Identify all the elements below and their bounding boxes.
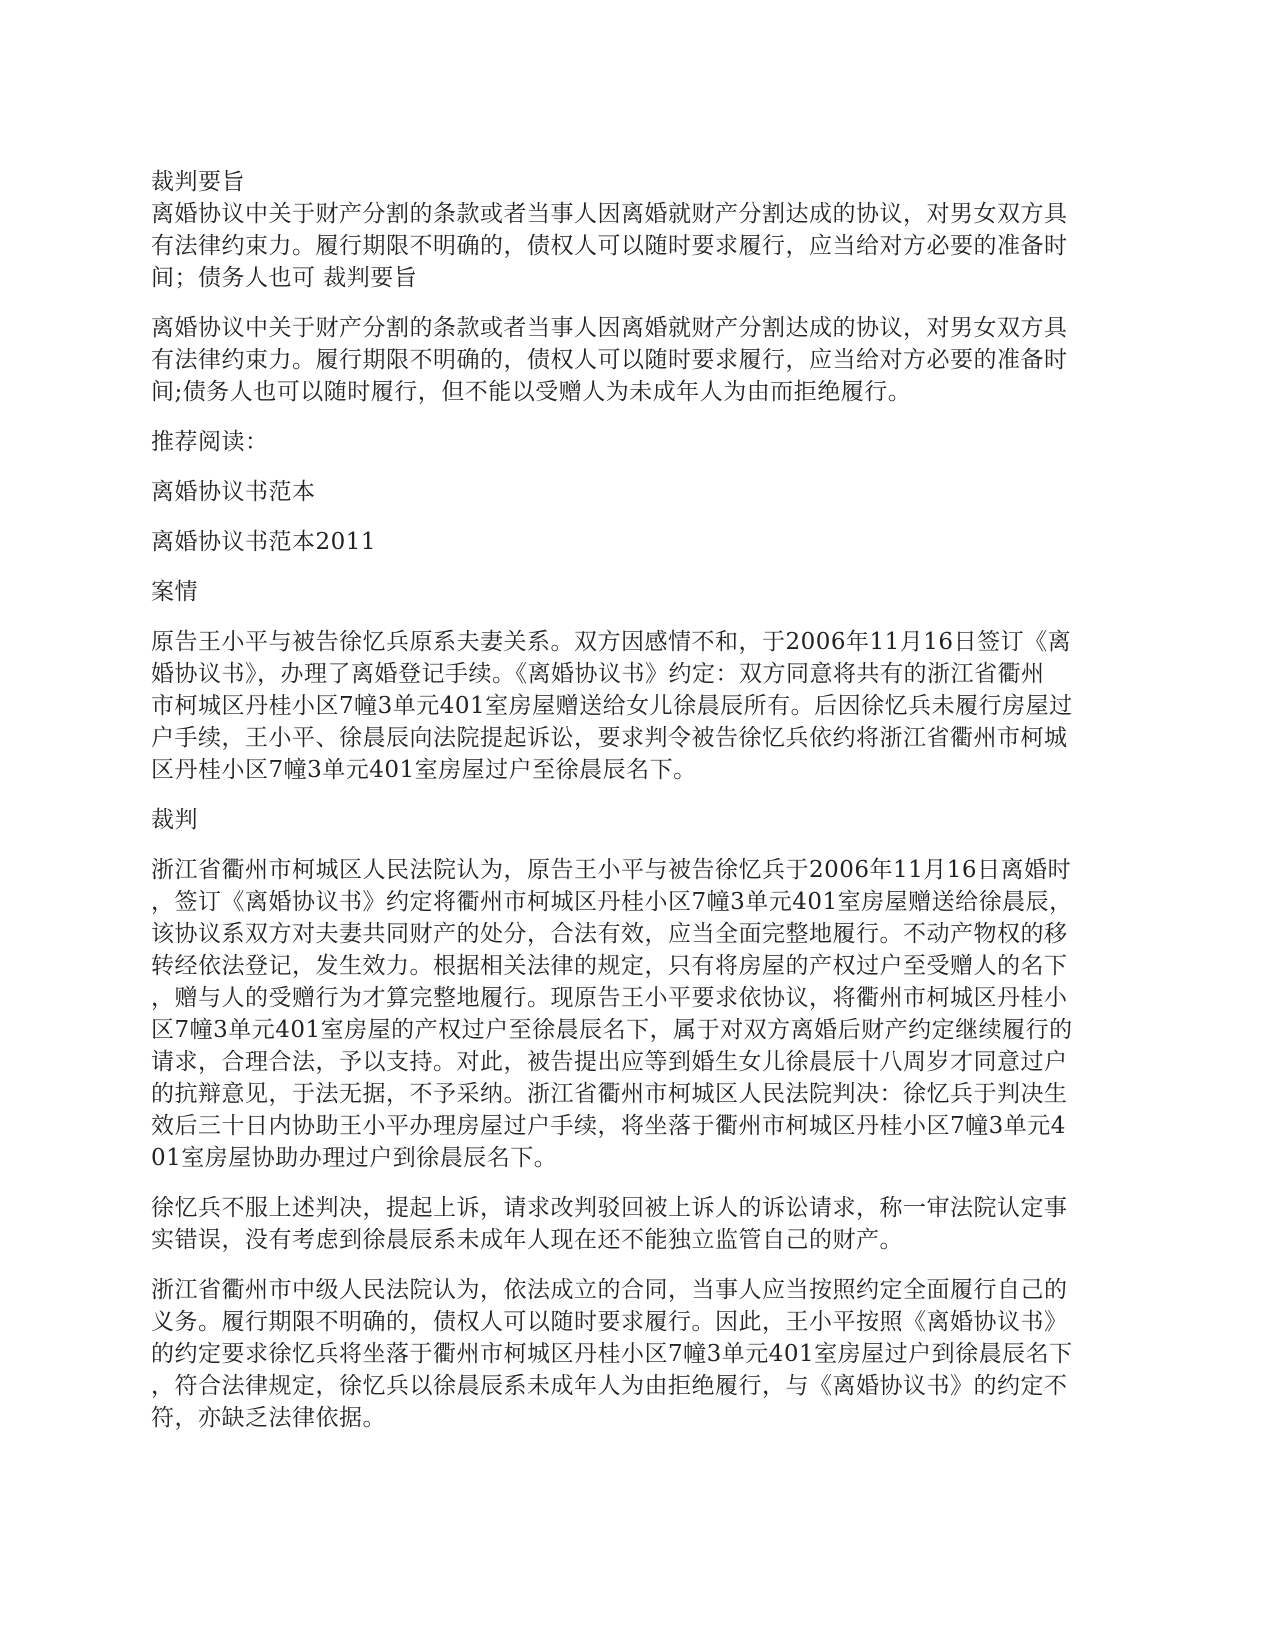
- judgment-paragraph-3: [151, 1274, 1126, 1434]
- text-line: 转经依法登记，发生效力。根据相关法律的规定，只有将房屋的产权过户至受赠人的名下: [151, 953, 1068, 979]
- summary-excerpt: [151, 198, 1126, 294]
- text-line: 区7幢3单元401室房屋的产权过户至徐晨辰名下，属于对双方离婚后财产约定继续履行的: [151, 1017, 1073, 1043]
- text-line: 户手续，王小平、徐晨辰向法院提起诉讼，要求判令被告徐忆兵依约将浙江省衢州市柯城: [151, 725, 1068, 751]
- text-line: 01室房屋协助办理过户到徐晨辰名下。: [151, 1145, 558, 1171]
- text-line: 间;债务人也可以随时履行，但不能以受赠人为未成年人为由而拒绝履行。: [151, 379, 912, 405]
- text-line: 有法律约束力。履行期限不明确的，债权人可以随时要求履行，应当给对方必要的准备时: [151, 347, 1068, 373]
- judgment-heading: [151, 804, 1126, 836]
- text-line: 徐忆兵不服上述判决，提起上诉，请求改判驳回被上诉人的诉讼请求，称一审法院认定事: [151, 1195, 1068, 1221]
- text-line: 实错误，没有考虑到徐晨辰系未成年人现在还不能独立监管自己的财产。: [151, 1227, 903, 1253]
- text-line: 市柯城区丹桂小区7幢3单元401室房屋赠送给女儿徐晨辰所有。后因徐忆兵未履行房屋过: [151, 693, 1073, 719]
- text-line: 义务。履行期限不明确的，债权人可以随时要求履行。因此，王小平按照《离婚协议书》: [151, 1309, 1068, 1335]
- text-line: 有法律约束力。履行期限不明确的，债权人可以随时要求履行，应当给对方必要的准备时: [151, 233, 1068, 259]
- text-line: 浙江省衢州市中级人民法院认为，依法成立的合同，当事人应当按照约定全面履行自己的: [151, 1277, 1068, 1303]
- text-line: 的约定要求徐忆兵将坐落于衢州市柯城区丹桂小区7幢3单元401室房屋过户到徐晨辰名下: [151, 1341, 1073, 1367]
- judgment-paragraph-2: [151, 1192, 1126, 1256]
- text-line: 效后三十日内协助王小平办理房屋过户手续，将坐落于衢州市柯城区丹桂小区7幢3单元4: [151, 1113, 1066, 1139]
- text-line: 浙江省衢州市柯城区人民法院认为，原告王小平与被告徐忆兵于2006年11月16日离婚时: [151, 857, 1072, 883]
- text-line: 裁判: [151, 807, 198, 833]
- text-line: 婚协议书》，办理了离婚登记手续。《离婚协议书》约定：双方同意将共有的浙江省衢州: [151, 661, 1045, 687]
- text-line: 该协议系双方对夫妻共同财产的处分，合法有效，应当全面完整地履行。不动产物权的移: [151, 921, 1068, 947]
- case-paragraph: [151, 626, 1126, 786]
- document-page: [151, 166, 1126, 1452]
- text-line: 离婚协议中关于财产分割的条款或者当事人因离婚就财产分割达成的协议，对男女双方具: [151, 201, 1068, 227]
- summary-full: [151, 312, 1126, 408]
- text-line: 案情: [151, 579, 198, 605]
- text-line: 离婚协议中关于财产分割的条款或者当事人因离婚就财产分割达成的协议，对男女双方具: [151, 315, 1068, 341]
- text-line: 离婚协议书范本: [151, 479, 316, 505]
- text-line: 区丹桂小区7幢3单元401室房屋过户至徐晨辰名下。: [151, 757, 697, 783]
- recommended-link-2: [151, 526, 1126, 558]
- text-line: ，签订《离婚协议书》约定将衢州市柯城区丹桂小区7幢3单元401室房屋赠送给徐晨辰，: [151, 889, 1073, 915]
- text-line: 间；债务人也可 裁判要旨: [151, 265, 418, 291]
- text-line: ，符合法律规定，徐忆兵以徐晨辰系未成年人为由拒绝履行，与《离婚协议书》的约定不: [151, 1373, 1068, 1399]
- text-line: 的抗辩意见，于法无据，不予采纳。浙江省衢州市柯城区人民法院判决：徐忆兵于判决生: [151, 1081, 1068, 1107]
- judgment-paragraph-1: [151, 854, 1126, 1174]
- text-line: 离婚协议书范本2011: [151, 529, 377, 555]
- case-heading: [151, 576, 1126, 608]
- recommended-heading: [151, 426, 1126, 458]
- recommended-link-1: [151, 476, 1126, 508]
- text-line: 原告王小平与被告徐忆兵原系夫妻关系。双方因感情不和，于2006年11月16日签订《离: [151, 629, 1072, 655]
- text-line: 推荐阅读：: [151, 429, 269, 455]
- text-line: 符，亦缺乏法律依据。: [151, 1405, 386, 1431]
- text-line: ，赠与人的受赠行为才算完整地履行。现原告王小平要求依协议，将衢州市柯城区丹桂小: [151, 985, 1068, 1011]
- text-line: 裁判要旨: [151, 169, 245, 195]
- text-line: 请求，合理合法，予以支持。对此，被告提出应等到婚生女儿徐晨辰十八周岁才同意过户: [151, 1049, 1068, 1075]
- summary-heading: [151, 166, 1126, 198]
